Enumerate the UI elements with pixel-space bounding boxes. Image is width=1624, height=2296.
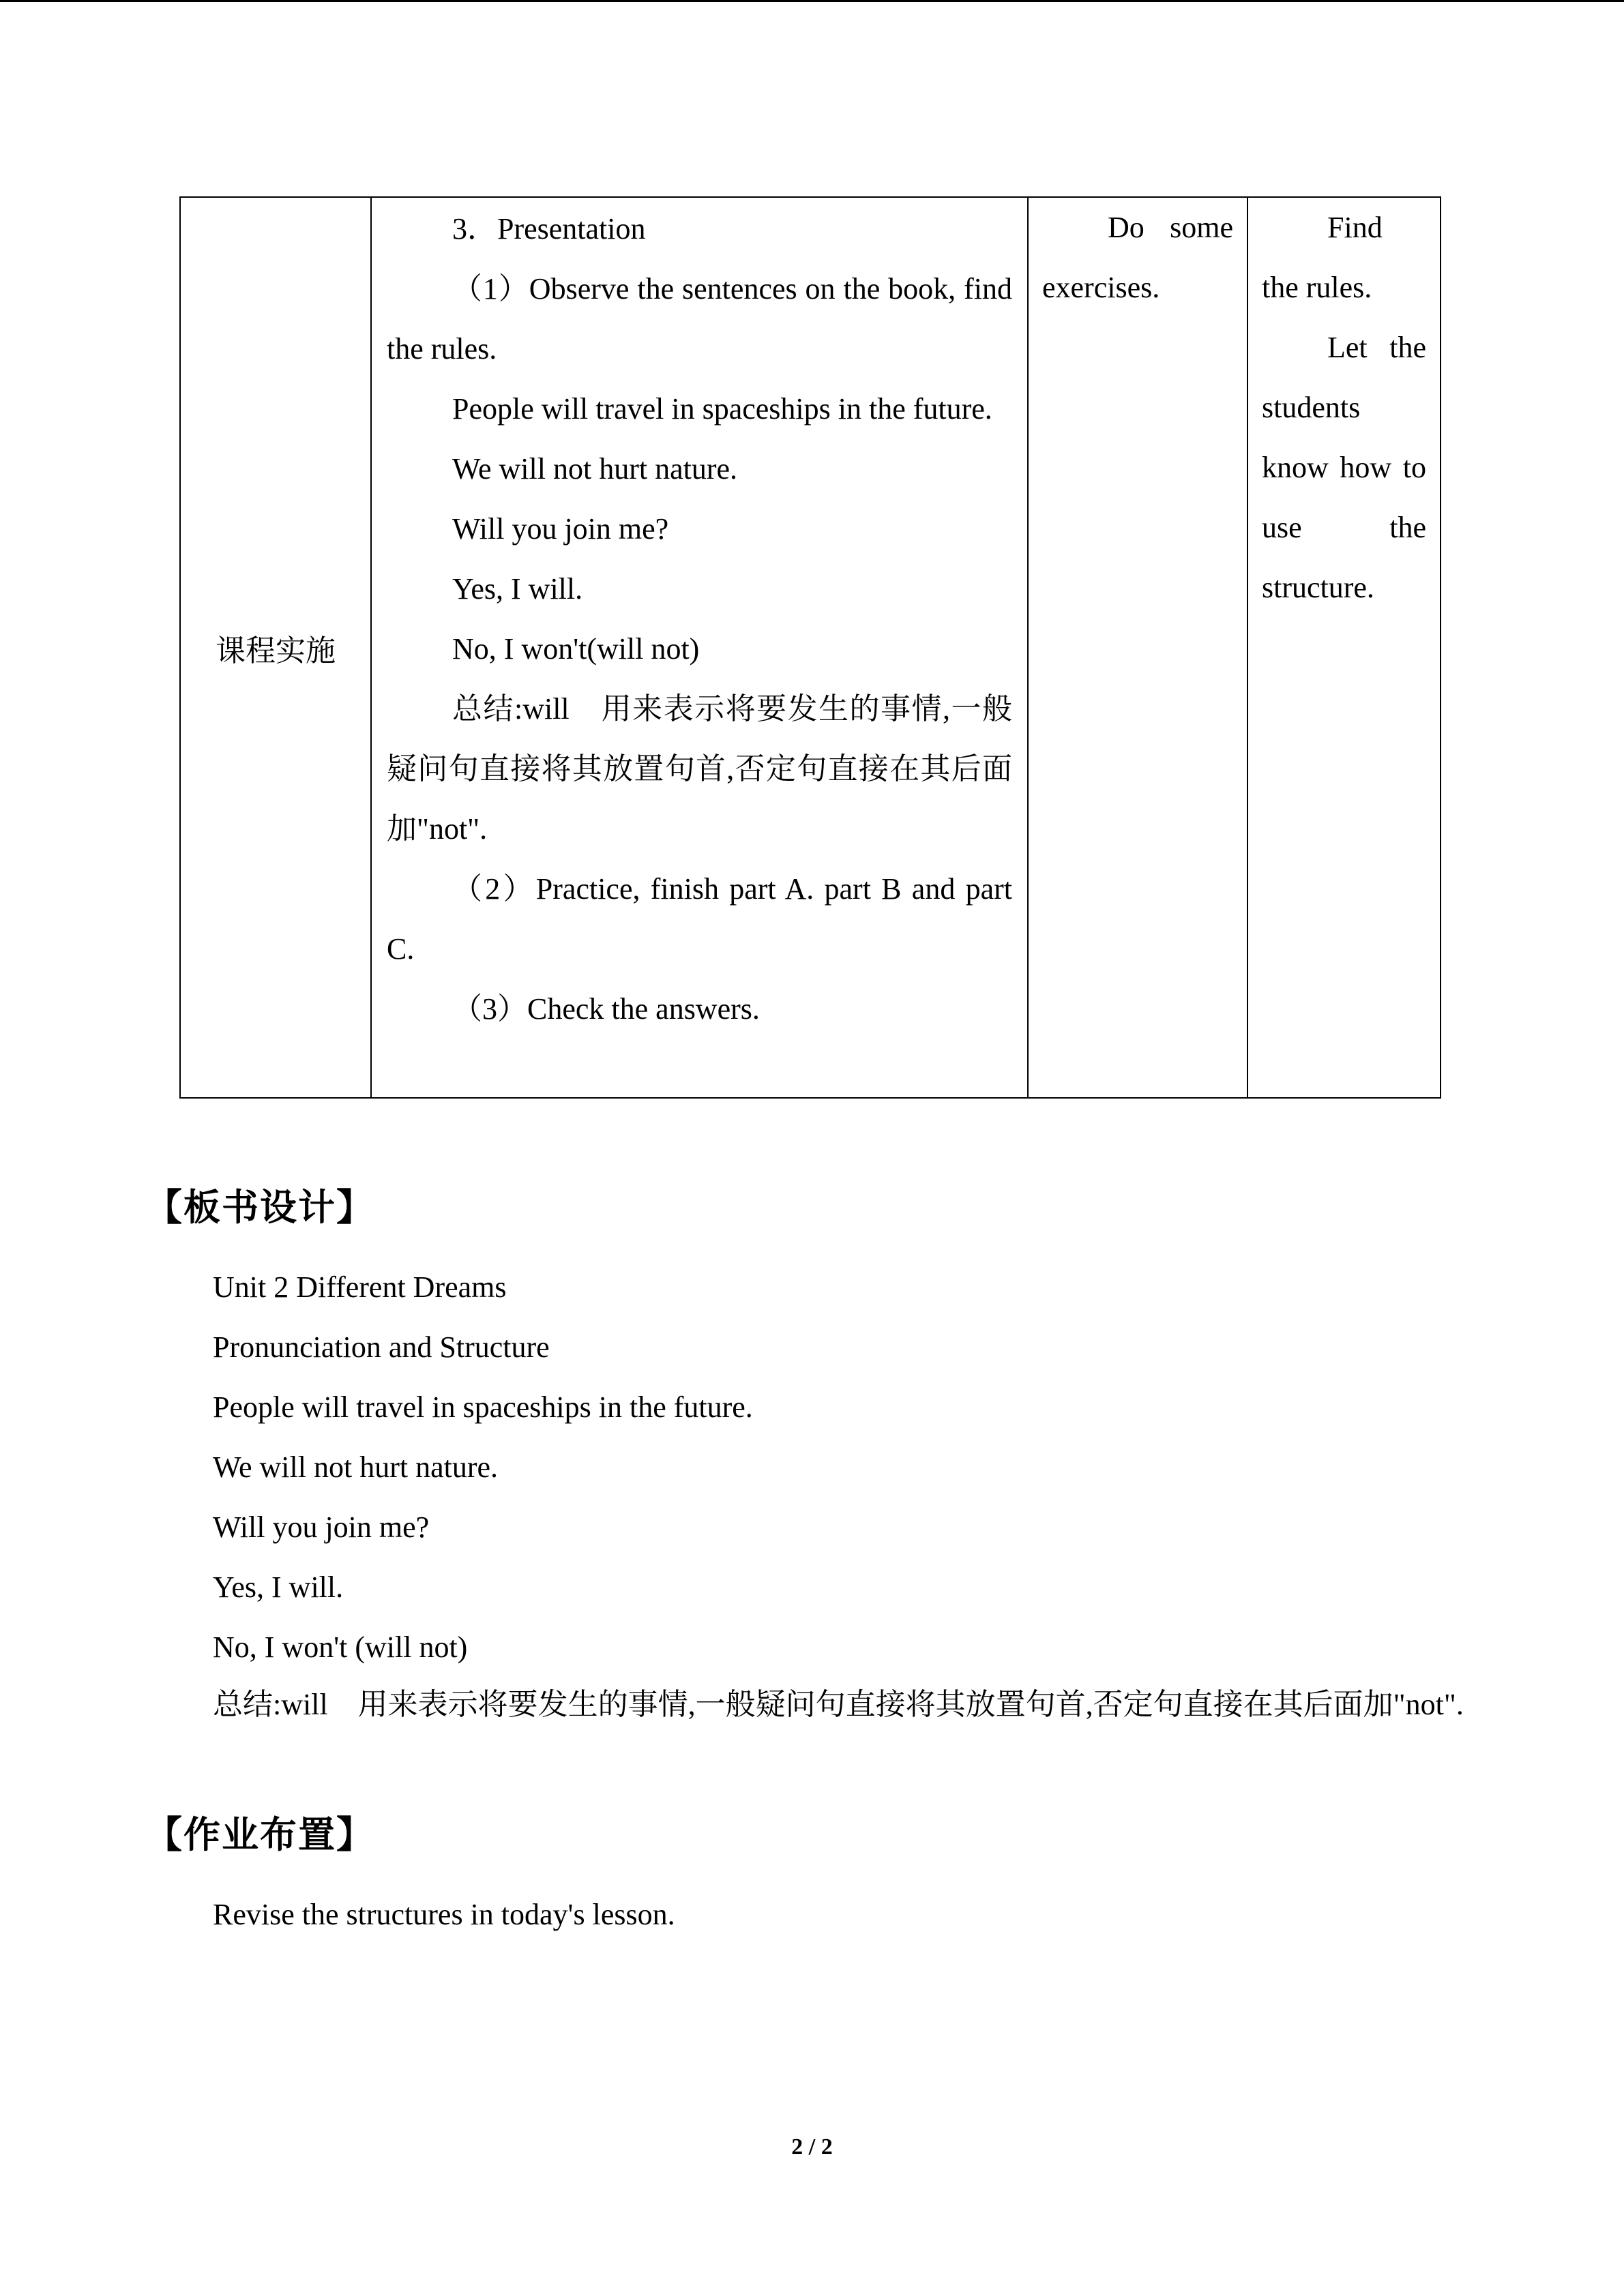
board-design-line: Will you join me? [213,1510,430,1544]
example-sentence: No, I won't(will not) [452,632,700,666]
student-activity-text: Do some exercises. [1042,211,1233,304]
design-intent-cell [1247,197,1441,1098]
board-design-line: Pronunciation and Structure [213,1330,550,1364]
presentation-heading: 3．Presentation [452,212,646,245]
board-design-line: People will travel in spaceships in the future. [213,1390,753,1424]
design-intent-line-2: Let the students know how to use the structure. [1262,331,1426,604]
board-design-line: We will not hurt nature. [213,1450,499,1484]
teaching-content-cell [371,197,1028,1098]
table-row [180,197,1441,1098]
design-intent-line-1: Find the rules. [1262,211,1383,304]
page-number: 2 / 2 [791,2134,833,2160]
step-1-text: （1）Observe the sentences on the book, find the rules. [387,272,1012,366]
example-sentence: We will not hurt nature. [452,452,738,486]
homework-text: Revise the structures in today's lesson. [213,1898,675,1931]
lesson-plan-table [179,196,1441,1099]
example-sentence: Will you join me? [452,512,669,546]
stage-label: 课程实施 [216,633,336,668]
board-design-heading: 【板书设计】 [145,1186,374,1229]
board-design-line: No, I won't (will not) [213,1630,468,1664]
board-design-line: Yes, I will. [213,1570,344,1604]
step-2-text: （2）Practice, finish part A. part B and part C. [387,872,1012,966]
homework-heading: 【作业布置】 [145,1813,374,1856]
step-3-text: （3）Check the answers. [452,992,760,1026]
board-design-summary: 总结:will 用来表示将要发生的事情,一般疑问句直接将其放置句首,否定句直接在其后面加"not". [213,1688,1464,1721]
board-design-line: Unit 2 Different Dreams [213,1270,507,1304]
summary-text: 总结:will 用来表示将要发生的事情,一般疑问句直接将其放置句首,否定句直接在其后面加"not". [387,692,1012,846]
example-sentence: People will travel in spaceships in the future. [452,392,992,426]
example-sentence: Yes, I will. [452,572,583,606]
student-activity-cell [1028,197,1247,1098]
top-border-line [0,0,1624,2]
stage-label-cell [180,197,371,1098]
